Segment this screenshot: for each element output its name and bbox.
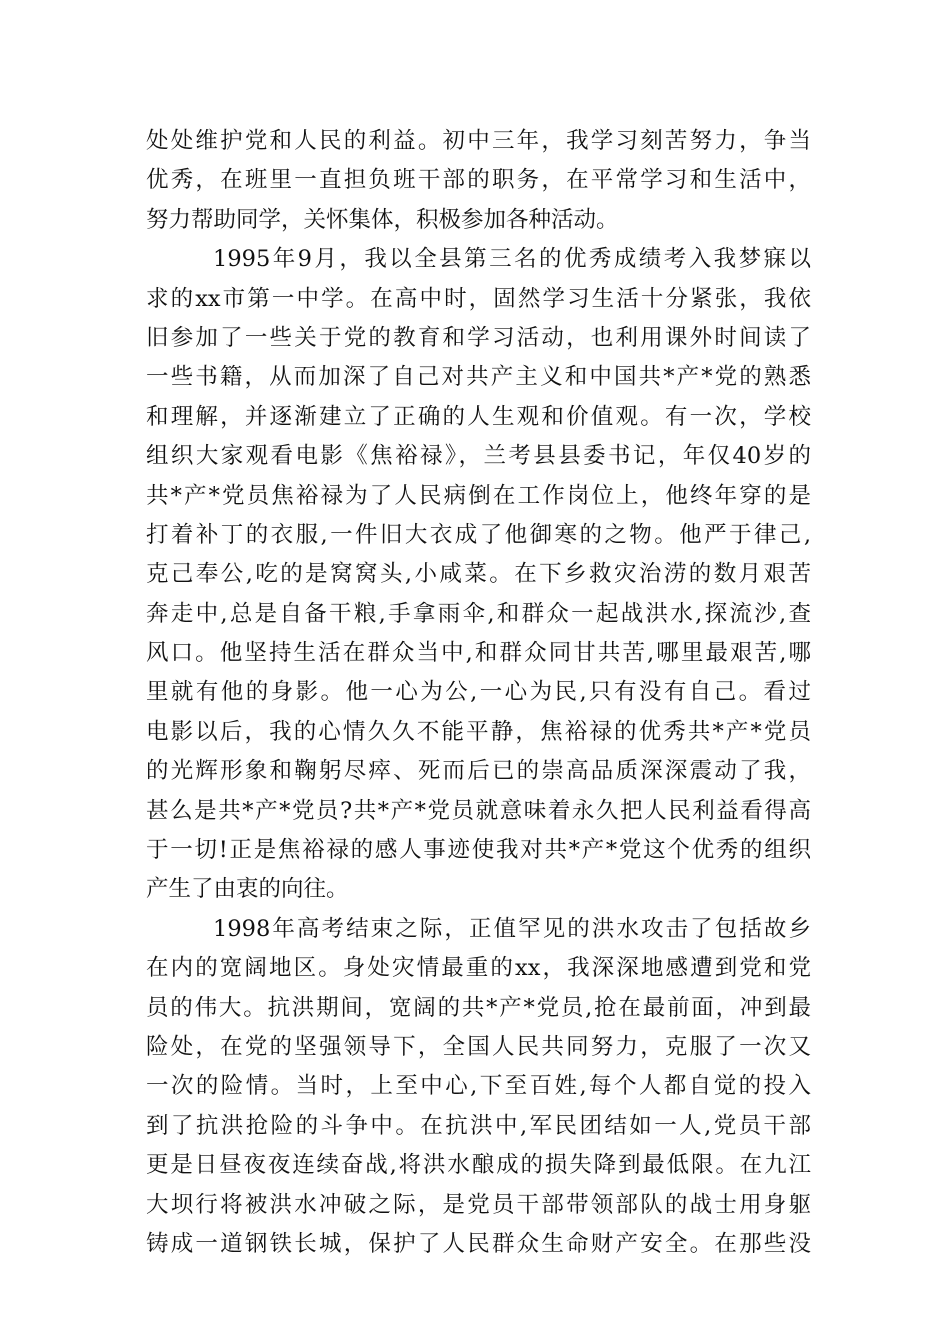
text-line: 打着补丁的衣服,一件旧大衣成了他御寒的之物。他严于律己, [146,521,811,548]
text-line: 铸成一道钢铁长城，保护了人民群众生命财产安全。在那些没 [146,1230,811,1257]
text-line: 优秀，在班里一直担负班干部的职务，在平常学习和生活中， [146,167,811,194]
text-line: 和理解，并逐渐建立了正确的人生观和价值观。有一次，学校 [146,403,811,430]
text-line: 于一切!正是焦裕禄的感人事迹使我对共*产*党这个优秀的组织 [146,837,811,864]
text-line: 甚么是共*产*党员?共*产*党员就意味着永久把人民利益看得高 [146,797,811,824]
text-line: 到了抗洪抢险的斗争中。在抗洪中,军民团结如一人,党员干部 [146,1112,811,1139]
body-text [146,122,811,1264]
text-line: 里就有他的身影。他一心为公,一心为民,只有没有自己。看过 [146,679,811,706]
text-line: 更是日昼夜夜连续奋战,将洪水酿成的损失降到最低限。在九江 [146,1152,811,1179]
text-line: 产生了由衷的向往。 [146,876,349,903]
text-line: 险处，在党的坚强领导下，全国人民共同努力，克服了一次又 [146,1033,811,1060]
text-line: 奔走中,总是自备干粮,手拿雨伞,和群众一起战洪水,探流沙,查 [146,600,811,627]
paragraph-first-line: 1995年9月，我以全县第三名的优秀成绩考入我梦寐以 [213,246,811,273]
text-line: 在内的宽阔地区。身处灾情最重的xx，我深深地感遭到党和党 [146,955,811,982]
text-line: 一次的险情。当时，上至中心,下至百姓,每个人都自觉的投入 [146,1073,811,1100]
text-line: 组织大家观看电影《焦裕禄》，兰考县县委书记，年仅40岁的 [146,443,811,470]
text-line: 大坝行将被洪水冲破之际，是党员干部带领部队的战士用身躯 [146,1191,811,1218]
text-line: 求的xx市第一中学。在高中时，固然学习生活十分紧张，我依 [146,285,811,312]
text-line: 处处维护党和人民的利益。初中三年，我学习刻苦努力，争当 [146,128,811,154]
text-line: 员的伟大。抗洪期间，宽阔的共*产*党员,抢在最前面，冲到最 [146,994,811,1021]
paragraph-first-line: 1998年高考结束之际，正值罕见的洪水攻击了包括故乡 [213,915,811,942]
text-line: 共*产*党员焦裕禄为了人民病倒在工作岗位上，他终年穿的是 [146,482,811,509]
text-line: 的光辉形象和鞠躬尽瘁、死而后已的崇高品质深深震动了我， [146,758,811,785]
text-line: 旧参加了一些关于党的教育和学习活动，也利用课外时间读了 [146,324,811,351]
text-line: 努力帮助同学，关怀集体，积极参加各种活动。 [146,206,619,233]
text-line: 一些书籍，从而加深了自己对共产主义和中国共*产*党的熟悉 [146,364,811,391]
text-line: 电影以后，我的心情久久不能平静，焦裕禄的优秀共*产*党员 [146,718,811,745]
text-line: 风口。他坚持生活在群众当中,和群众同甘共苦,哪里最艰苦,哪 [146,640,811,667]
text-line: 克己奉公,吃的是窝窝头,小咸菜。在下乡救灾治涝的数月艰苦 [146,561,811,588]
